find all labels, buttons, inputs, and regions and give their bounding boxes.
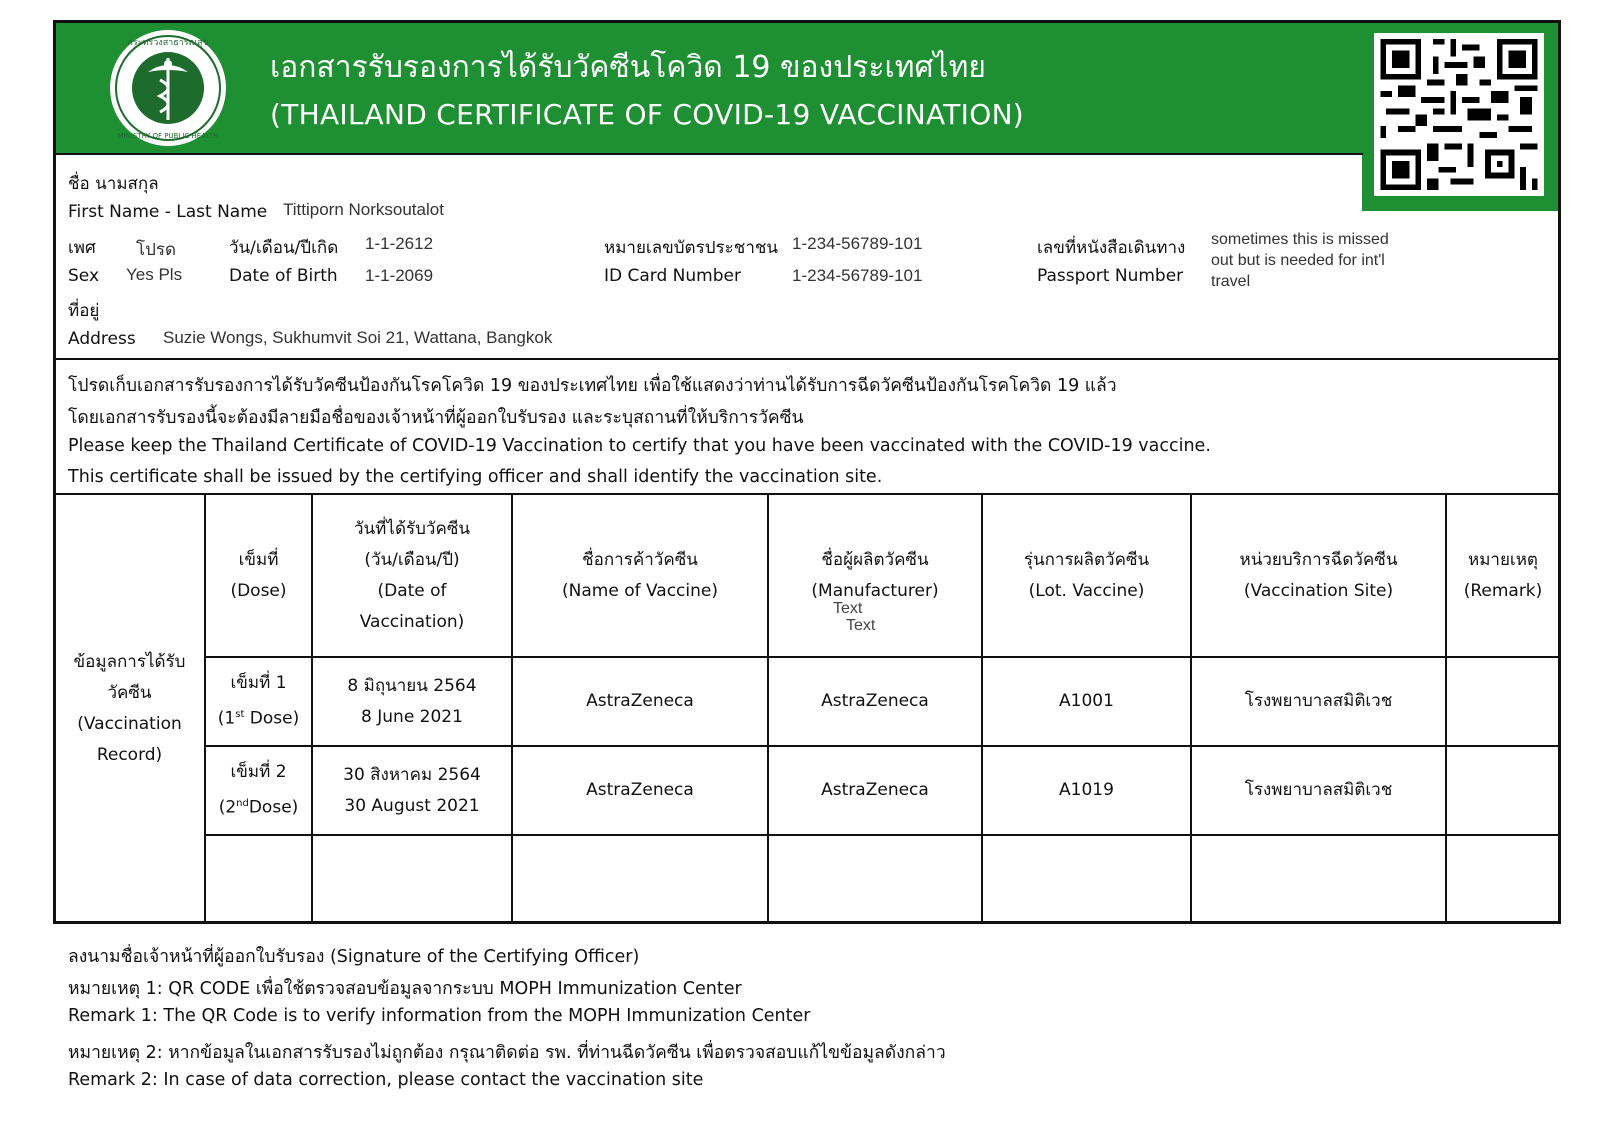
- name-value: Tittiporn Norksoutalot: [283, 200, 444, 219]
- remark-1-thai: หมายเหตุ 1: QR CODE เพื่อใช้ตรวจสอบข้อมูลจากระบบ MOPH Immunization Center: [68, 979, 742, 999]
- table-row-manufacturer: AstraZeneca: [821, 780, 929, 800]
- notice-line-english-1: Please keep the Thailand Certificate of COVID-19 Vaccination to certify that you have been vaccinated with the COVID-19 vaccine.: [68, 436, 1211, 456]
- notice-line-english-2: This certificate shall be issued by the certifying officer and shall identify the vaccination site.: [68, 467, 883, 487]
- passport-value: sometimes this is missed: [1211, 231, 1389, 248]
- table-row-vaccine: AstraZeneca: [586, 780, 694, 800]
- header-lot: รุ่นการผลิตวัคซีน (Lot. Vaccine): [1023, 549, 1150, 601]
- header-dose: เข็มที่ (Dose): [230, 549, 287, 601]
- remark-1-english: Remark 1: The QR Code is to verify information from the MOPH Immunization Center: [68, 1006, 811, 1026]
- id-value-english: 1-234-56789-101: [792, 266, 923, 285]
- id-value-thai: 1-234-56789-101: [792, 234, 923, 253]
- header-vaccine-name: ชื่อการค้าวัคซีน (Name of Vaccine): [562, 549, 718, 601]
- svg-text:กระทรวงสาธารณสุข: กระทรวงสาธารณสุข: [127, 38, 209, 48]
- table-row-lot: A1001: [1059, 691, 1114, 711]
- table-row-site: โรงพยาบาลสมิติเวช: [1244, 691, 1393, 711]
- table-row-lot: A1019: [1059, 780, 1114, 800]
- sex-label-thai: เพศ: [68, 238, 96, 258]
- certificate-title-english: (THAILAND CERTIFICATE OF COVID-19 VACCINATION): [270, 98, 1025, 131]
- table-row-dose: เข็มที่ 1 (1st Dose): [217, 673, 300, 729]
- remark-2-english: Remark 2: In case of data correction, please contact the vaccination site: [68, 1070, 704, 1090]
- dob-value-thai: 1-1-2612: [365, 234, 434, 253]
- address-value: Suzie Wongs, Sukhumvit Soi 21, Wattana, Bangkok: [163, 328, 553, 347]
- vaccination-record-label: ข้อมูลการได้รับ วัคซีน (Vaccination Record): [73, 651, 186, 765]
- table-row-site: โรงพยาบาลสมิติเวช: [1244, 780, 1393, 800]
- signature-line: ลงนามชื่อเจ้าหน้าที่ผู้ออกใบรับรอง (Signature of the Certifying Officer): [68, 947, 640, 967]
- name-label-english: First Name - Last Name: [68, 202, 268, 222]
- name-label-thai: ชื่อ นามสกุล: [68, 174, 159, 194]
- header-remark: หมายเหตุ (Remark): [1463, 549, 1543, 601]
- notice-line-thai-1: โปรดเก็บเอกสารรับรองการได้รับวัคซีนป้องกันโรคโควิด 19 ของประเทศไทย เพื่อใช้แสดงว่าท่านได้รับการฉีดวัคซีนป้องกันโรคโควิด 19 แล้ว: [68, 376, 1117, 396]
- dob-label-english: Date of Birth: [229, 266, 338, 286]
- table-divider: [204, 834, 1559, 836]
- sex-label-english: Sex: [68, 266, 100, 286]
- svg-text:MINISTRY OF PUBLIC HEALTH: MINISTRY OF PUBLIC HEALTH: [117, 132, 219, 140]
- certificate-title-thai: เอกสารรับรองการได้รับวัคซีนโควิด 19 ของประเทศไทย: [270, 50, 986, 85]
- divider: [55, 358, 1559, 360]
- passport-label-thai: เลขที่หนังสือเดินทาง: [1037, 238, 1186, 258]
- notice-line-thai-2: โดยเอกสารรับรองนี้จะต้องมีลายมือชื่อของเจ้าหน้าที่ผู้ออกใบรับรอง และระบุสถานที่ให้บริการวัคซีน: [68, 408, 804, 428]
- dob-value-english: 1-1-2069: [365, 266, 434, 285]
- passport-label-english: Passport Number: [1037, 266, 1184, 286]
- divider: [55, 153, 1363, 155]
- remark-2-thai: หมายเหตุ 2: หากข้อมูลในเอกสารรับรองไม่ถูกต้อง กรุณาติดต่อ รพ. ที่ท่านฉีดวัคซีน เพื่อตรวจสอบแก้ไขข้อมูลดังกล่าว: [68, 1043, 946, 1063]
- dob-label-thai: วัน/เดือน/ปีเกิด: [229, 238, 339, 258]
- table-row-manufacturer: AstraZeneca: [821, 691, 929, 711]
- overlay-text: Text: [833, 600, 863, 617]
- passport-value: travel: [1211, 273, 1251, 290]
- overlay-text: Text: [846, 617, 876, 634]
- passport-value: out but is needed for int'l: [1211, 252, 1385, 269]
- header-site: หน่วยบริการฉีดวัคซีน (Vaccination Site): [1239, 549, 1398, 601]
- address-label-english: Address: [68, 329, 136, 349]
- table-row-date: 30 สิงหาคม 2564 30 August 2021: [343, 764, 481, 816]
- id-label-english: ID Card Number: [604, 266, 741, 286]
- table-row-date: 8 มิถุนายน 2564 8 June 2021: [347, 675, 477, 727]
- id-label-thai: หมายเลขบัตรประชาชน: [604, 238, 779, 258]
- sex-value-thai: โปรด: [136, 240, 177, 259]
- table-row-dose: เข็มที่ 2 (2ndDose): [218, 762, 299, 818]
- header-date: วันที่ได้รับวัคซีน (วัน/เดือน/ปี) (Date of Vaccination): [354, 518, 470, 632]
- address-label-thai: ที่อยู่: [68, 301, 100, 321]
- header-manufacturer: ชื่อผู้ผลิตวัคซีน (Manufacturer): [811, 549, 939, 601]
- table-row-vaccine: AstraZeneca: [586, 691, 694, 711]
- sex-value-english: Yes Pls: [126, 265, 183, 284]
